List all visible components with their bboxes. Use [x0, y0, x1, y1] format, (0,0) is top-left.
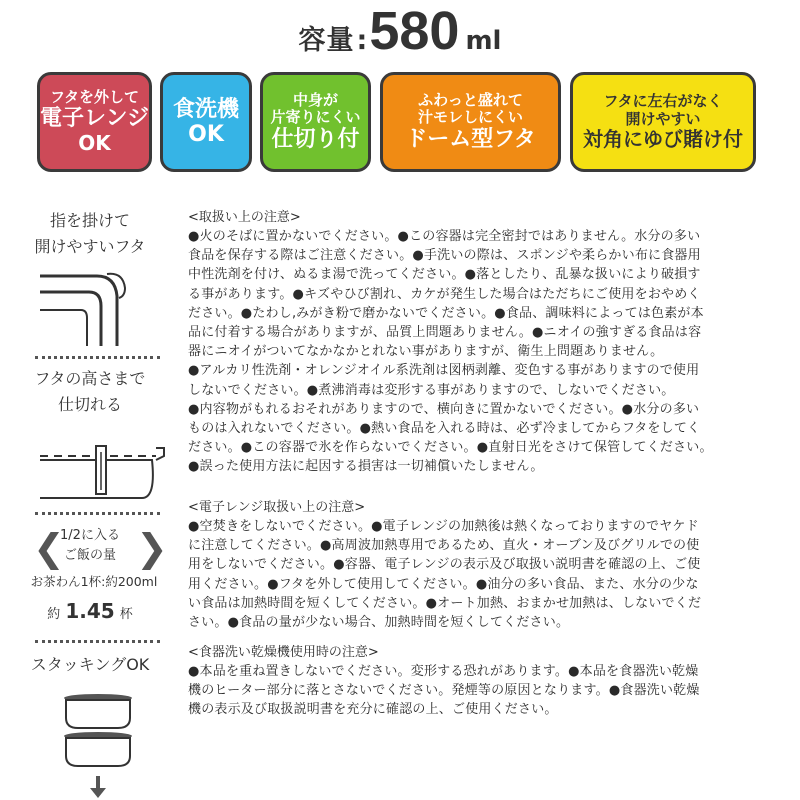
note-line: さい。●食品の量が少ない場合、加熱時間を短くしてください。: [188, 615, 570, 631]
note-line: 機の表示及び取扱説明書を充分に確認の上、ご使用ください。: [188, 702, 558, 718]
note-line: 器にニオイがついてなかなかとれない事がありますが、衛生上問題ありません。: [188, 344, 664, 360]
note-line: ものは入れないでください。●熱い食品を入れる時は、必ず冷ましてからフタをしてく: [188, 421, 701, 437]
badge-line: フタを外して: [50, 88, 139, 107]
feature-illustrations: [0, 200, 180, 800]
note-line: 機のヒーター部分に落とさないでください。発煙等の原因となります。●食器洗い乾燥: [188, 683, 700, 699]
note-line: ●内容物がもれるおそれがありますので、横向きに置かないでください。●水分の多い: [188, 401, 700, 417]
section-separator: [35, 640, 160, 643]
badge-line: 開けやすい: [625, 109, 701, 128]
badge-line: 対角にゆび賭け付: [583, 126, 743, 151]
badge-line: 汁モレしにくい: [417, 108, 523, 127]
capacity-colon: :: [356, 25, 368, 56]
note-line: ●誤った使用方法に起因する損害は一切補償いたしません。: [188, 459, 544, 475]
rice-amount: [0, 596, 180, 630]
rice-line: 1/2に入る: [60, 528, 120, 543]
chevron-right-icon: ❯: [136, 526, 168, 570]
badge-microwave-ok: [37, 72, 152, 172]
badge-line: ふわっと盛れて: [418, 91, 523, 110]
badge-line: 中身が: [292, 91, 338, 110]
note-line: 食品を保存する際はご注意ください。●手洗いの際は、スポンジや柔らかい布に食器用: [188, 248, 701, 264]
rice-caption: [0, 526, 180, 566]
badge-line: ドーム型フタ: [405, 126, 536, 152]
rice-amount-value: 1.45: [65, 599, 115, 623]
rice-amount-prefix: 約: [47, 607, 61, 622]
capacity-heading: [0, 0, 800, 62]
note-line: ださい。●この容器で氷を作らないでください。●直射日光をさけて保管してください。: [188, 440, 713, 456]
badge-line: 仕切り付: [271, 126, 360, 152]
note-line: ださい。●たわし,みがき粉で磨かないでください。●食品、調味料によっては色素が本: [188, 305, 704, 321]
lid-caption-line: 指を掛けて: [49, 211, 130, 230]
note-line: る事があります。●キズやひび割れ、カケが発生した場合はただちにご使用をおやめく: [188, 286, 701, 302]
note-line: ●本品を重ね置きしないでください。変形する恐れがあります。●本品を食器洗い乾燥: [188, 664, 699, 679]
badge-dishwasher-ok: [160, 72, 252, 172]
lid-caption: [0, 208, 180, 260]
section-title: <食器洗い乾燥機使用時の注意>: [188, 645, 379, 660]
rice-amount-suffix: 杯: [119, 607, 133, 622]
stacking-caption: スタッキングOK: [30, 655, 150, 674]
badge-line: フタに左右がなく: [603, 92, 723, 111]
note-line: い食品は加熱時間を短くしてください。●オート加熱、おまかせ加熱は、しないでくだ: [188, 595, 702, 611]
divider-caption: [0, 366, 180, 418]
note-line: 品に付着する場合がありますが、品質上問題ありません。●ニオイの強すぎる食品は容: [188, 325, 702, 341]
capacity-unit: ml: [465, 26, 502, 56]
note-line: 中性洗剤を付け、ぬるま湯で洗ってください。●落としたり、乱暴な扱いにより破損す: [188, 267, 701, 283]
badge-line: 片寄りにくい: [270, 108, 361, 127]
lid-caption-line: 開けやすいフタ: [34, 237, 146, 256]
note-line: 用ください。●フタを外して使用してください。●油分の多い食品、また、水分の少な: [188, 576, 699, 592]
note-line: に注意してください。●高周波加熱専用であるため、直火・オーブン及びグリルでの使: [188, 538, 700, 554]
badge-line: 電子レンジ: [40, 106, 149, 132]
badge-dome-lid: [380, 72, 561, 172]
container-divider-illustration: [38, 442, 168, 502]
note-line: ●火のそばに置かないでください。●この容器は完全密封ではありません。水分の多い: [188, 229, 701, 244]
handling-notes: [188, 208, 788, 477]
note-line: 用をしないでください。●容器、電子レンジの表示及び取扱い説明書を確認の上、ご使: [188, 557, 701, 573]
rice-line: ご飯の量: [63, 548, 116, 563]
badge-line: OK: [188, 122, 224, 147]
section-separator: [35, 512, 160, 515]
note-line: ●アルカリ性洗剤・オレンジオイル系洗剤は図柄剥離、変色する事がありますので使用: [188, 363, 700, 379]
badge-line: OK: [78, 130, 111, 155]
note-line: しないでください。●煮沸消毒は変形する事がありますので、しないでください。: [188, 382, 675, 398]
capacity-value: 580: [369, 1, 460, 61]
badge-line: 食洗機: [172, 96, 239, 122]
divider-caption-line: 仕切れる: [57, 395, 122, 414]
section-title: <取扱い上の注意>: [188, 210, 301, 225]
lid-corner-illustration: [35, 268, 135, 348]
divider-caption-line: フタの高さまで: [34, 369, 146, 388]
section-separator: [35, 356, 160, 359]
stacked-containers-illustration: [60, 684, 140, 800]
dishwasher-notes: [188, 643, 788, 720]
badge-divider: [260, 72, 371, 172]
microwave-notes: [188, 498, 788, 632]
section-title: <電子レンジ取扱い上の注意>: [188, 500, 366, 515]
badge-diagonal-tab: [570, 72, 756, 172]
chevron-left-icon: ❮: [33, 526, 65, 570]
note-line: ●空焚きをしないでください。●電子レンジの加熱後は熱くなっておりますのでヤケド: [188, 519, 699, 534]
feature-badges: [0, 72, 800, 172]
rice-bowl-volume: お茶わん1杯:約200ml: [30, 574, 158, 589]
capacity-label: 容量: [298, 25, 355, 56]
